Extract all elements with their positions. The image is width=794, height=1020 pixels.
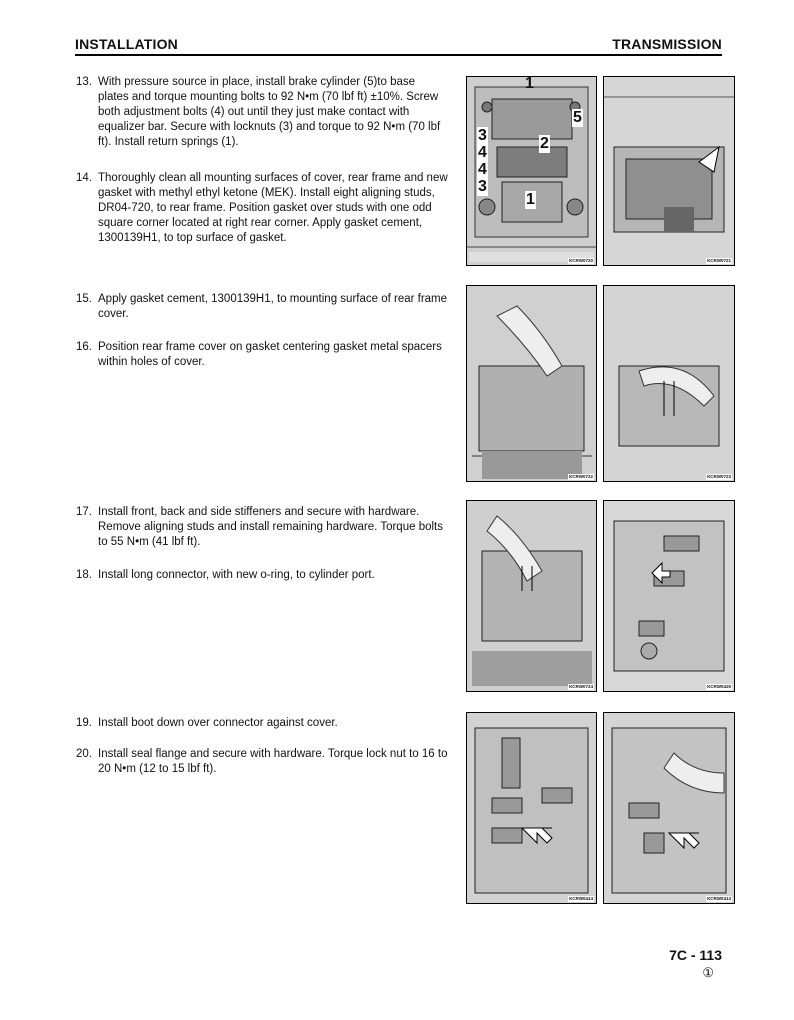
photo-code: KCRW0413 — [707, 896, 731, 901]
step-number: 14. — [76, 172, 92, 184]
callout-4-top: 4 — [478, 144, 487, 161]
step-text: Apply gasket cement, 1300139H1, to mounting surface of rear frame cover. — [98, 293, 448, 320]
step-17 — [76, 505, 448, 550]
photo-code: KCRW0721 — [707, 258, 731, 263]
page-footer — [669, 947, 722, 981]
photo-code: KCRW0723 — [707, 474, 731, 479]
step-16 — [76, 340, 448, 370]
step-18 — [76, 568, 448, 583]
page-number: 7C - 113 — [669, 947, 722, 963]
step-text: Install front, back and side stiffeners and secure with hardware. Remove aligning studs and install remaining hardware. Torque bolts to 55 N•m (41 lbf ft). — [98, 506, 443, 548]
step-text: Install boot down over connector against cover. — [98, 717, 338, 729]
revision-mark: ① — [702, 965, 714, 980]
step-number: 13. — [76, 76, 92, 88]
chapter-title: TRANSMISSION — [612, 36, 722, 52]
callout-5: 5 — [573, 109, 582, 126]
step-number: 16. — [76, 341, 92, 353]
step-text: Install seal flange and secure with hardware. Torque lock nut to 16 to 20 N•m (12 to 15 lbf ft). — [98, 748, 448, 775]
photo-rear-frame-gasket — [603, 76, 735, 266]
page-header — [75, 34, 722, 56]
photo-code: KCRW0722 — [569, 474, 593, 479]
photo-code: KCRW0724 — [569, 684, 593, 689]
step-text: Install long connector, with new o-ring, to cylinder port. — [98, 569, 375, 581]
photo-install-stiffeners — [466, 500, 597, 692]
photo-code: KCRW0425 — [707, 684, 731, 689]
step-number: 20. — [76, 748, 92, 760]
step-19 — [76, 716, 448, 731]
step-13 — [76, 75, 448, 150]
section-title: INSTALLATION — [75, 36, 178, 52]
photo-install-boot — [466, 712, 597, 904]
callout-1-bottom: 1 — [526, 191, 535, 208]
step-text: Position rear frame cover on gasket centering gasket metal spacers within holes of cover. — [98, 341, 442, 368]
photo-long-connector — [603, 500, 735, 692]
step-text: With pressure source in place, install brake cylinder (5)to base plates and torque mounting bolts to 92 N•m (70 lbf ft) ±10%. Screw both adjustment bolts (4) out until they just make contact with equalizer bar. Secure with locknuts (3) and torque to 92 N•m (70 lbf ft). Install return springs (1). — [98, 76, 441, 148]
step-number: 19. — [76, 717, 92, 729]
callout-3-bottom: 3 — [478, 178, 487, 195]
step-15 — [76, 292, 448, 322]
step-number: 17. — [76, 506, 92, 518]
step-14 — [76, 171, 448, 246]
photo-brake-cylinder — [466, 76, 597, 266]
photo-position-cover — [603, 285, 735, 482]
callout-1-top: 1 — [525, 76, 534, 92]
photo-code: KCRW0720 — [569, 258, 593, 263]
step-number: 15. — [76, 293, 92, 305]
callout-2: 2 — [540, 135, 549, 152]
step-text: Thoroughly clean all mounting surfaces of cover, rear frame and new gasket with methyl ethyl ketone (MEK). Install eight aligning studs, DR04-720, to rear frame. Position gasket over studs with one odd square corner located at right rear corner. Apply gasket cement, 1300139H1, to top surface of gasket. — [98, 172, 448, 244]
callout-4-bottom: 4 — [478, 161, 487, 178]
step-20 — [76, 747, 448, 777]
callout-3-top: 3 — [478, 127, 487, 144]
photo-code: KCRW0414 — [569, 896, 593, 901]
photo-seal-flange — [603, 712, 735, 904]
step-number: 18. — [76, 569, 92, 581]
photo-apply-gasket-cement — [466, 285, 597, 482]
